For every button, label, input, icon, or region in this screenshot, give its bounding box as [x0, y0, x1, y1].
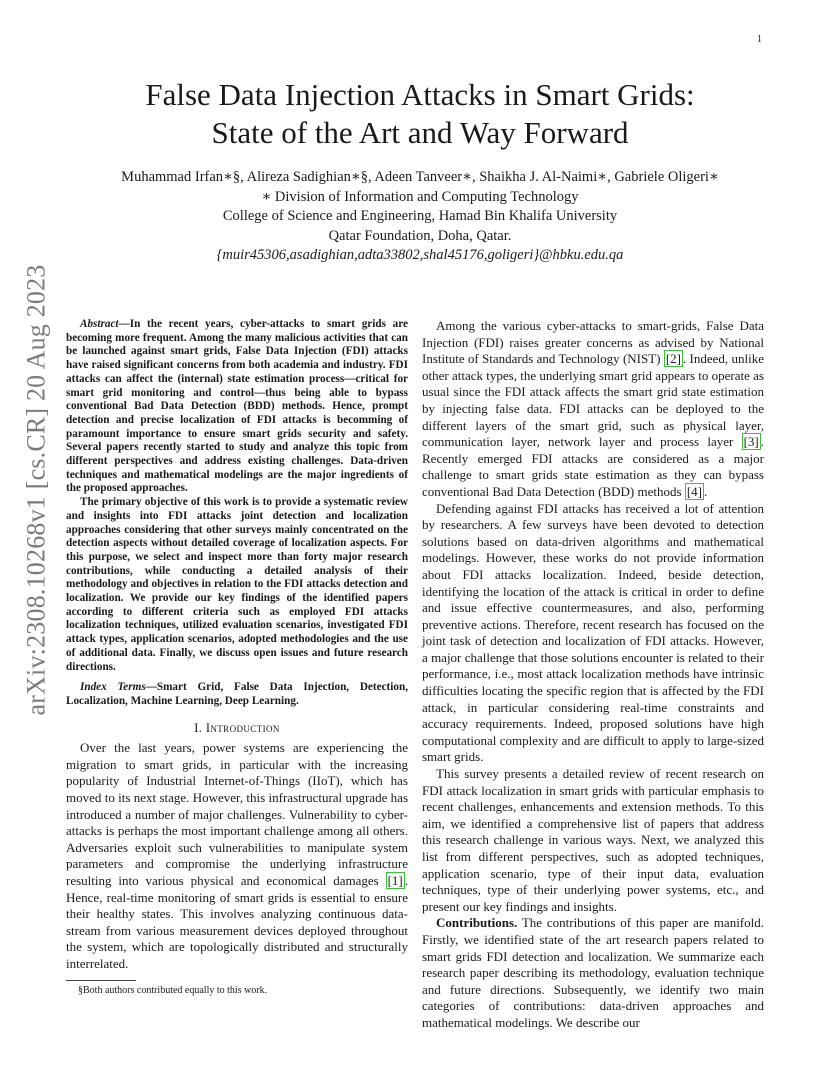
abstract-lead: Abstract: [80, 318, 119, 330]
index-terms-text: —Smart Grid, False Data Injection, Detection, Localization, Machine Learning, Deep Learning.: [66, 681, 408, 707]
right-p1-text-a: Among the various cyber-attacks to smart-grids, False Data Injection (FDI) raises greater concerns as advised by National Institute of Standards and Technology (NIST): [422, 318, 764, 367]
author-block: [60, 168, 780, 266]
citation-link-3[interactable]: [3]: [743, 434, 759, 450]
abstract-paragraph-2: The primary objective of this work is to provide a systematic review and insights into FDI attacks joint detection and localization approaches considering that other surveys mainly concentrated on the detection aspects without detailed coverage of localization aspects. For this purpose, we select and inspect more than forty major research contributions, while conducting a detailed analysis of their methodology and objectives in relation to the FDI attacks detection and localization. We provide our key findings of the identified papers according to different criteria such as employed FDI attacks localization techniques, utilized evaluation scenarios, investigated FDI attack types, application scenarios, adopted methodologies and the use of additional data. Finally, we discuss open issues and future research directions.: [66, 496, 408, 673]
right-p1-text-b: . Indeed, unlike other attack types, the underlying smart grid appears to operate as usual since the FDI attack affects the smart grid state estimation by injecting false data. FDI attacks can be deployed to the different layers of the smart grid, such as physical layer, communication layer, network layer and process layer: [422, 351, 764, 450]
affiliation-college: College of Science and Engineering, Hamad Bin Khalifa University: [222, 208, 618, 224]
footnote-divider: [66, 980, 136, 981]
abstract: [66, 318, 408, 674]
contributions-lead: Contributions.: [436, 915, 518, 931]
title-line-1: False Data Injection Attacks in Smart Grids:: [145, 77, 695, 112]
introduction-left-body: [66, 740, 408, 972]
arxiv-side-identifier: [20, 264, 54, 716]
arxiv-identifier-text: arXiv:2308.10268v1 [cs.CR] 20 Aug 2023: [22, 264, 51, 716]
title-line-2: State of the Art and Way Forward: [211, 115, 629, 150]
introduction-right-body: [422, 318, 764, 1032]
page-number: 1: [757, 34, 762, 45]
citation-link-2[interactable]: [2]: [665, 351, 681, 367]
abstract-text-1: —In the recent years, cyber-attacks to smart grids are becoming more frequent. Among the many malicious activities that can be launched against smart grids, False Data Injection (FDI) attacks have raised significant concerns from both academia and industry. FDI attacks can affect the (internal) state estimation process—critical for smart grid monitoring and control—thus being able to bypass conventional Bad Data Detection (BDD) methods. Hence, prompt detection and precise localization of FDI attacks is becomming of paramount importance to ensure smart grids security and safety. Several papers recently started to study and analyze this topic from different perspectives and address existing challenges. Data-driven techniques and mathematical modelings are the major ingredients of the proposed approaches.: [66, 318, 408, 495]
paper-title: [80, 76, 760, 152]
right-paragraph-2: Defending against FDI attacks has received a lot of attention by researchers. A few surveys have been devoted to detection solutions based on data-driven algorithms and mathematical modelings. However, these works do not provide information about FDI attacks localization. Indeed, beside detection, identifying the location of the attack is critical in order to define and issue effective countermeasures, and also, performing preventive actions. Therefore, recent research has focused on the joint task of detection and localization of FDI attacks. However, a major challenge that those solutions encounter is related to their performance, i.e., most attack localization methods have intrinsic difficulties locating the specific region that is affected by the FDI attack, in particular considering real-time constraints and accuracy requirements. Indeed, proposed solutions have high computational complexity and are difficult to apply to large-sized smart grids.: [422, 500, 764, 765]
right-p1-text-d: .: [704, 483, 708, 499]
intro-p1-text-b: . Hence, real-time monitoring of smart grids is essential to ensure their healthy states. This involves analyzing continuous data-stream from various measurement devices deployed throughout the system, which are topologically distributed and structurally interrelated.: [66, 873, 408, 971]
footnote: §Both authors contributed equally to this work.: [78, 984, 268, 996]
right-paragraph-4: [422, 915, 764, 1031]
citation-link-4[interactable]: [4]: [686, 483, 702, 499]
right-column: [422, 318, 764, 1032]
index-terms-lead: Index Terms: [80, 681, 146, 694]
intro-p1-text-a: Over the last years, power systems are experiencing the migration to smart grids, in particular with the increasing popularity of Industrial Internet-of-Things (IIoT), which has moved to its next stage. However, this infrastructural upgrade has introduced a number of major challenges. Vulnerability to cyber-attacks is perhaps the most important challenge among all others. Adversaries exploit such vulnerabilities to manipulate system parameters and compromise the underlying infrastructure resulting into various physical and economical damages: [66, 740, 408, 889]
right-paragraph-3: This survey presents a detailed review of recent research on FDI attack localization in smart grids with particular emphasis to recent challenges, enhancements and extension methods. To this aim, we identified a comprehensive list of papers that address this research challenge in various ways. Next, we analyzed this list from different perspectives, such as adopted techniques, application scenario, type of their input data, evaluation techniques, type of their underlying power systems, etc., and present our key findings and insights.: [422, 766, 764, 914]
citation-link-1[interactable]: [1]: [387, 873, 403, 889]
author-emails: {muir45306,asadighian,adta33802,shal45176,goligeri}@hbku.edu.qa: [216, 247, 624, 263]
index-terms: [66, 681, 408, 708]
right-p1-text-c: . Recently emerged FDI attacks are considered as a major challenge to smart grids state estimation as they can bypass conventional Bad Data Detection (BDD) methods: [422, 434, 764, 499]
right-paragraph-1: [422, 318, 764, 501]
affiliation-division: ∗ Division of Information and Computing Technology: [261, 188, 579, 205]
left-column: [66, 318, 408, 997]
affiliation-foundation: Qatar Foundation, Doha, Qatar.: [328, 227, 512, 244]
contributions-text: The contributions of this paper are manifold. Firstly, we identified state of the art research papers related to smart grids FDI detection and localization. We summarize each research paper describing its methodology, evaluation technique and future directions. Subsequently, we identify two main categories of contributions: data-driven approaches and mathematical modelings. We describe our: [422, 915, 764, 1030]
author-names: Muhammad Irfan∗§, Alireza Sadighian∗§, Adeen Tanveer∗, Shaikha J. Al-Naimi∗, Gabriele Oligeri∗: [121, 169, 719, 185]
intro-paragraph-1: [66, 740, 408, 972]
section-heading-introduction: I. Introduction: [194, 720, 280, 735]
abstract-paragraph-1: [66, 318, 408, 496]
